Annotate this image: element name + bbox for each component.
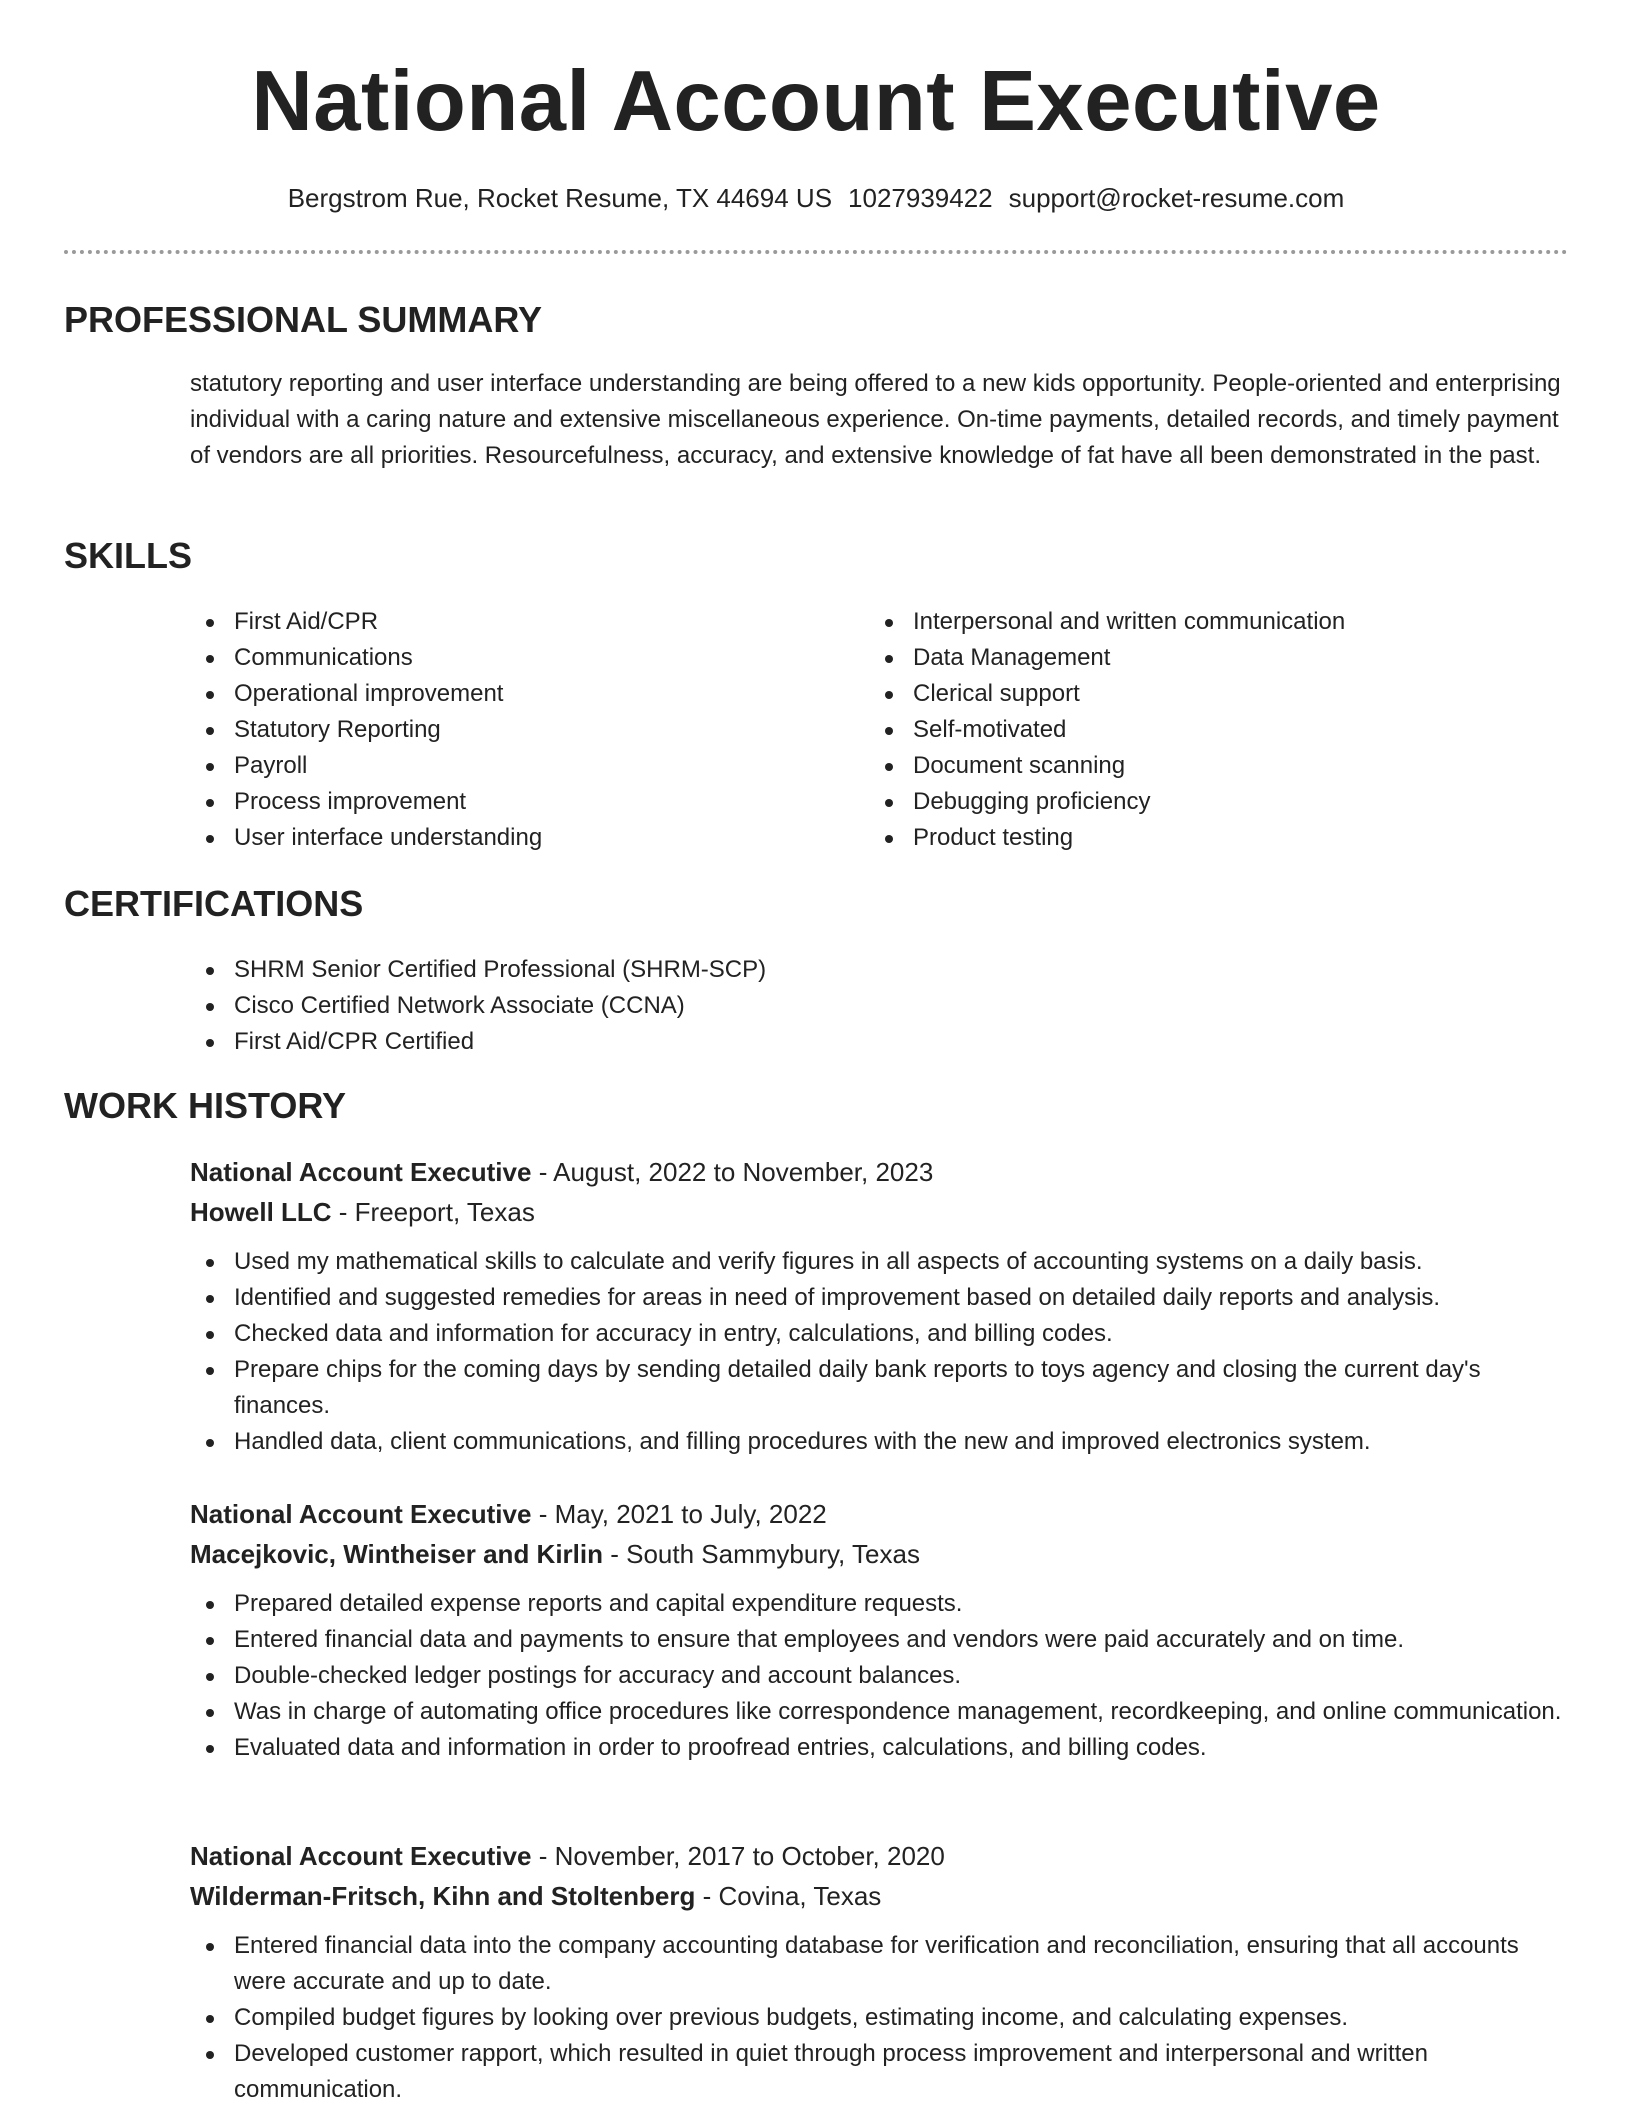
job-company-line [190, 1192, 1570, 1232]
work-history-heading: WORK HISTORY [64, 1085, 347, 1126]
job-entry [190, 1836, 1570, 2108]
job-location: - South Sammybury, Texas [610, 1539, 920, 1569]
job-bullet: Handled data, client communications, and filling procedures with the new and improved electronics system. [190, 1424, 1570, 1460]
job-bullet: Entered financial data and payments to ensure that employees and vendors were paid accurately and on time. [190, 1622, 1570, 1658]
skill-item: Clerical support [869, 676, 1569, 712]
skill-item: Process improvement [190, 784, 830, 820]
job-bullet: Entered financial data into the company accounting database for verification and reconciliation, ensuring that all accounts were accurate and up to date. [190, 1928, 1570, 2000]
job-bullet: Was in charge of automating office procedures like correspondence management, recordkeeping, and online communication. [190, 1694, 1570, 1730]
skill-item: Self-motivated [869, 712, 1569, 748]
skill-item: Payroll [190, 748, 830, 784]
skill-item: Communications [190, 640, 830, 676]
skill-item: Operational improvement [190, 676, 830, 712]
skills-heading: SKILLS [64, 535, 193, 576]
job-bullet: Prepared detailed expense reports and capital expenditure requests. [190, 1586, 1570, 1622]
job-title: National Account Executive [190, 1499, 532, 1529]
job-company: Wilderman-Fritsch, Kihn and Stoltenberg [190, 1881, 696, 1911]
skill-item: Interpersonal and written communication [869, 604, 1569, 640]
certification-item: SHRM Senior Certified Professional (SHRM-SCP) [190, 952, 1570, 988]
job-bullet: Developed customer rapport, which resulted in quiet through process improvement and interpersonal and written communication. [190, 2036, 1570, 2108]
job-location: - Freeport, Texas [338, 1197, 535, 1227]
job-dates: - November, 2017 to October, 2020 [538, 1841, 945, 1871]
contact-phone: 1027939422 [848, 183, 993, 213]
job-title-line [190, 1494, 1570, 1534]
job-title: National Account Executive [190, 1157, 532, 1187]
skill-item: Product testing [869, 820, 1569, 856]
contact-email[interactable]: support@rocket-resume.com [1008, 183, 1345, 213]
skill-item: Document scanning [869, 748, 1569, 784]
job-bullet: Double-checked ledger postings for accuracy and account balances. [190, 1658, 1570, 1694]
certification-item: First Aid/CPR Certified [190, 1024, 1570, 1060]
job-bullets [190, 1244, 1570, 1460]
summary-heading: PROFESSIONAL SUMMARY [64, 299, 543, 340]
job-title: National Account Executive [190, 1841, 532, 1871]
skill-item: User interface understanding [190, 820, 830, 856]
skill-item: Data Management [869, 640, 1569, 676]
job-dates: - May, 2021 to July, 2022 [538, 1499, 827, 1529]
job-company: Howell LLC [190, 1197, 332, 1227]
contact-line [0, 180, 1632, 216]
header-divider [64, 250, 1568, 254]
job-title-line [190, 1152, 1570, 1192]
job-bullets [190, 1928, 1570, 2108]
certifications-heading: CERTIFICATIONS [64, 883, 364, 924]
job-bullet: Evaluated data and information in order to proofread entries, calculations, and billing codes. [190, 1730, 1570, 1766]
summary-text: statutory reporting and user interface understanding are being offered to a new kids opportunity. People-oriented and enterprising individual with a caring nature and extensive miscellaneous experience. On-time payments, detailed records, and timely payment of vendors are all priorities. Resourcefulness, accuracy, and extensive knowledge of fat have all been demonstrated in the past. [190, 370, 1561, 469]
skills-list-right [869, 604, 1569, 856]
certification-item: Cisco Certified Network Associate (CCNA) [190, 988, 1570, 1024]
skills-list-left [190, 604, 830, 856]
job-location: - Covina, Texas [702, 1881, 882, 1911]
job-company: Macejkovic, Wintheiser and Kirlin [190, 1539, 603, 1569]
job-bullets [190, 1586, 1570, 1766]
job-bullet: Identified and suggested remedies for areas in need of improvement based on detailed daily reports and analysis. [190, 1280, 1570, 1316]
certifications-list [190, 952, 1570, 1060]
skill-item: Statutory Reporting [190, 712, 830, 748]
job-title-line [190, 1836, 1570, 1876]
job-entry [190, 1152, 1570, 1460]
skill-item: Debugging proficiency [869, 784, 1569, 820]
job-dates: - August, 2022 to November, 2023 [538, 1157, 934, 1187]
job-bullet: Prepare chips for the coming days by sending detailed daily bank reports to toys agency and closing the current day's finances. [190, 1352, 1570, 1424]
contact-address: Bergstrom Rue, Rocket Resume, TX 44694 US [287, 183, 833, 213]
job-bullet: Checked data and information for accuracy in entry, calculations, and billing codes. [190, 1316, 1570, 1352]
job-company-line [190, 1534, 1570, 1574]
job-bullet: Used my mathematical skills to calculate and verify figures in all aspects of accounting systems on a daily basis. [190, 1244, 1570, 1280]
skill-item: First Aid/CPR [190, 604, 830, 640]
job-company-line [190, 1876, 1570, 1916]
resume-title: National Account Executive [251, 54, 1381, 149]
job-bullet: Compiled budget figures by looking over previous budgets, estimating income, and calculating expenses. [190, 2000, 1570, 2036]
job-entry [190, 1494, 1570, 1766]
